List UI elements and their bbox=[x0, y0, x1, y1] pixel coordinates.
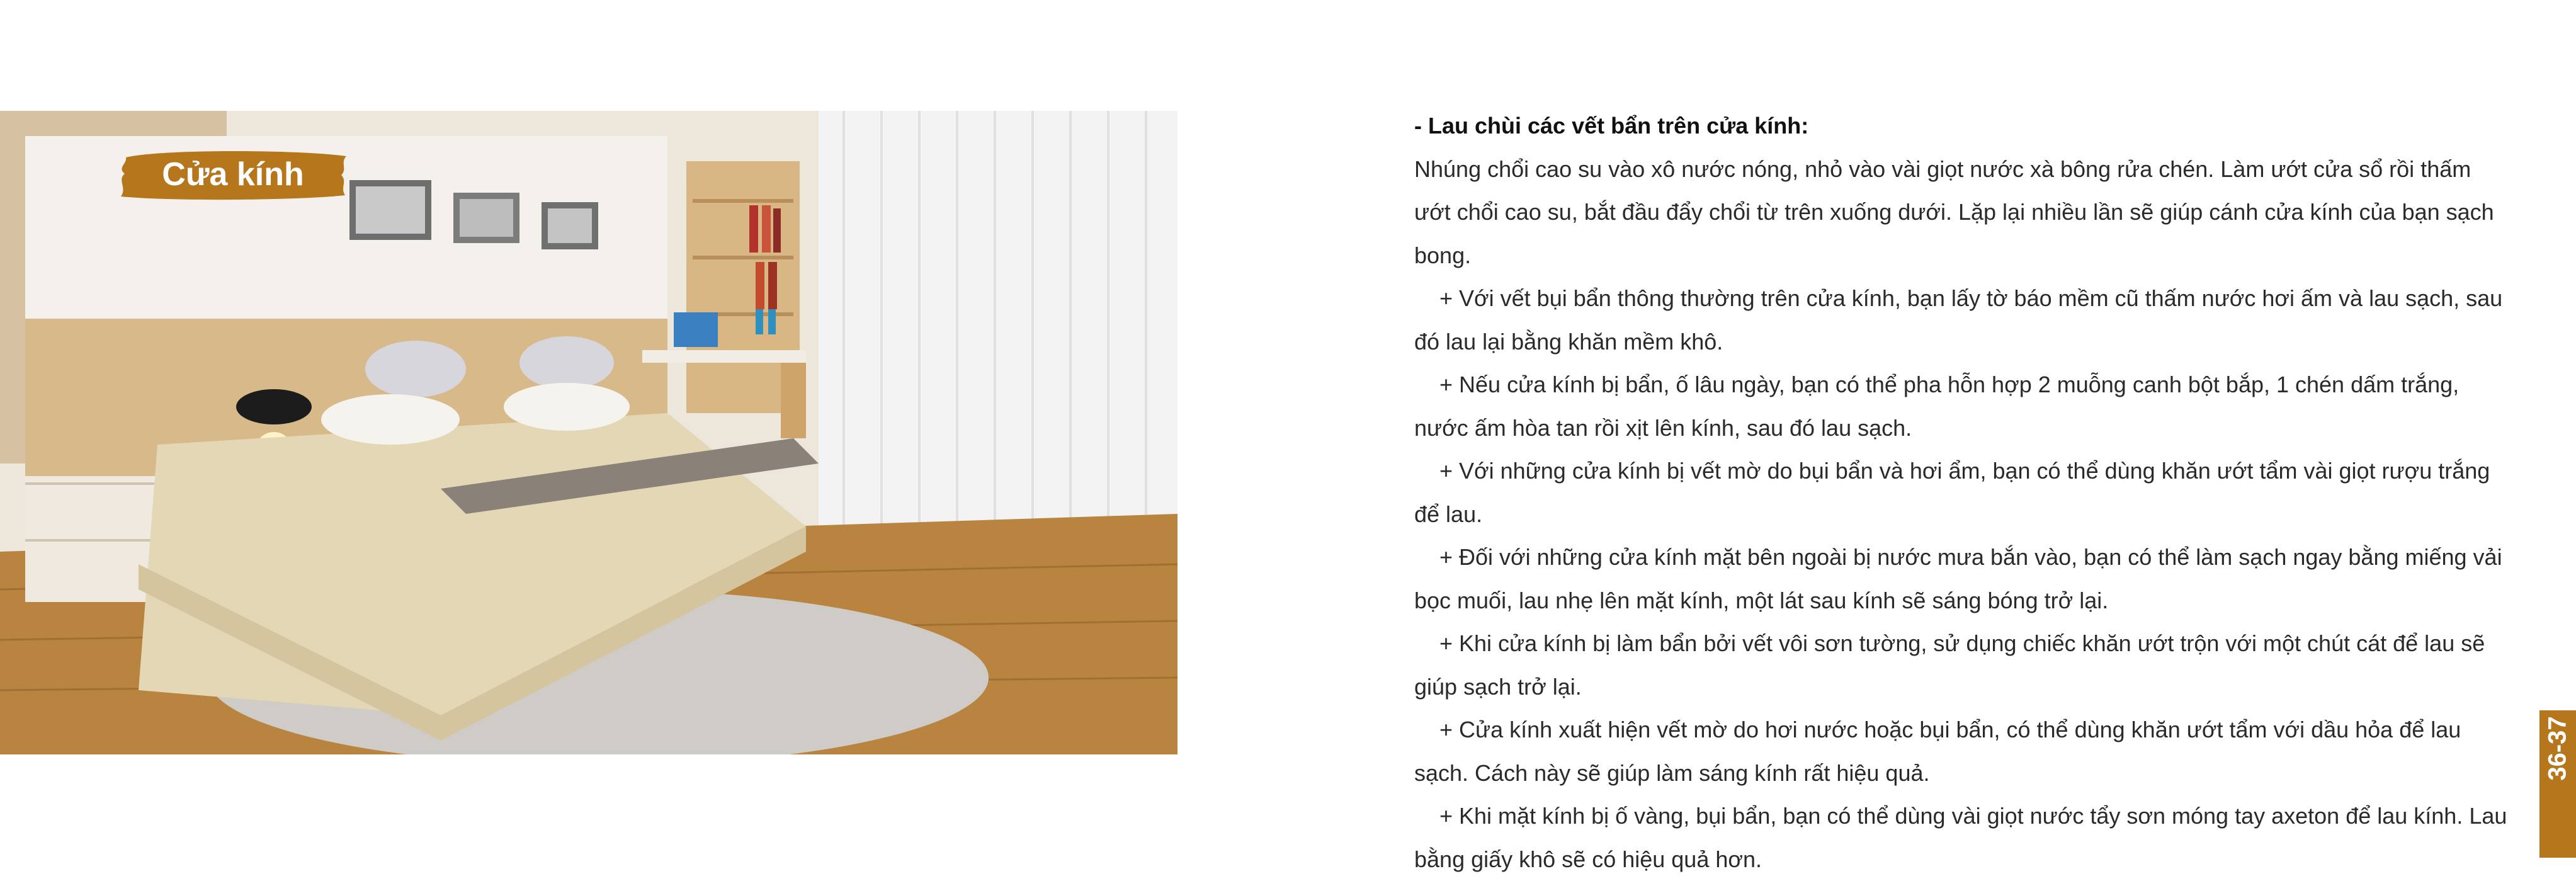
bedroom-illustration bbox=[0, 111, 1177, 754]
article-paragraph: + Đối với những cửa kính mặt bên ngoài bị nước mưa bắn vào, bạn có thể làm sạch ngay bằng miếng vải bọc muối, lau nhẹ lên mặt kính, một lát sau kính sẽ sáng bóng trở lại. bbox=[1414, 544, 2502, 613]
bedroom-photo bbox=[0, 111, 1177, 754]
photo-title: Cửa kính bbox=[162, 156, 304, 193]
article-paragraph: + Cửa kính xuất hiện vết mờ do hơi nước hoặc bụi bẩn, có thể dùng khăn ướt tẩm với dầu hỏa để lau sạch. Cách này sẽ giúp làm sáng kính rất hiệu quả. bbox=[1414, 717, 2461, 786]
article-paragraph: + Khi mặt kính bị ố vàng, bụi bẩn, bạn có thể dùng vài giọt nước tẩy sơn móng tay axeton để lau kính. Lau bằng giấy khô sẽ có hiệu quả hơn. bbox=[1414, 803, 2507, 872]
article-paragraph: + Nếu cửa kính bị bẩn, ố lâu ngày, bạn có thể pha hỗn hợp 2 muỗng canh bột bắp, 1 chén dấm trắng, nước ấm hòa tan rồi xịt lên kính, sau đó lau sạch. bbox=[1414, 372, 2460, 441]
page-number-label: 36-37 bbox=[2543, 715, 2572, 781]
photo-title-tag bbox=[113, 146, 353, 203]
article-paragraph: + Khi cửa kính bị làm bẩn bởi vết vôi sơn tường, sử dụng chiếc khăn ướt trộn với một chút cát để lau sẽ giúp sạch trở lại. bbox=[1414, 630, 2485, 700]
page-number bbox=[2539, 710, 2576, 786]
article-paragraph: + Với những cửa kính bị vết mờ do bụi bẩn và hơi ẩm, bạn có thể dùng khăn ướt tẩm vài giọt rượu trắng để lau. bbox=[1414, 458, 2490, 527]
article-heading: - Lau chùi các vết bẩn trên cửa kính: bbox=[1414, 113, 1809, 139]
article-body bbox=[1414, 105, 2510, 881]
article-paragraph: + Với vết bụi bẩn thông thường trên cửa kính, bạn lấy tờ báo mềm cũ thấm nước hơi ấm và lau sạch, sau đó lau lại bằng khăn mềm khô. bbox=[1414, 285, 2503, 355]
article-paragraph: Nhúng chổi cao su vào xô nước nóng, nhỏ vào vài giọt nước xà bông rửa chén. Làm ướt cửa sổ rồi thấm ướt chổi cao su, bắt đầu đẩy chổi từ trên xuống dưới. Lặp lại nhiều lần sẽ giúp cánh cửa kính của bạn sạch bong. bbox=[1414, 156, 2494, 268]
